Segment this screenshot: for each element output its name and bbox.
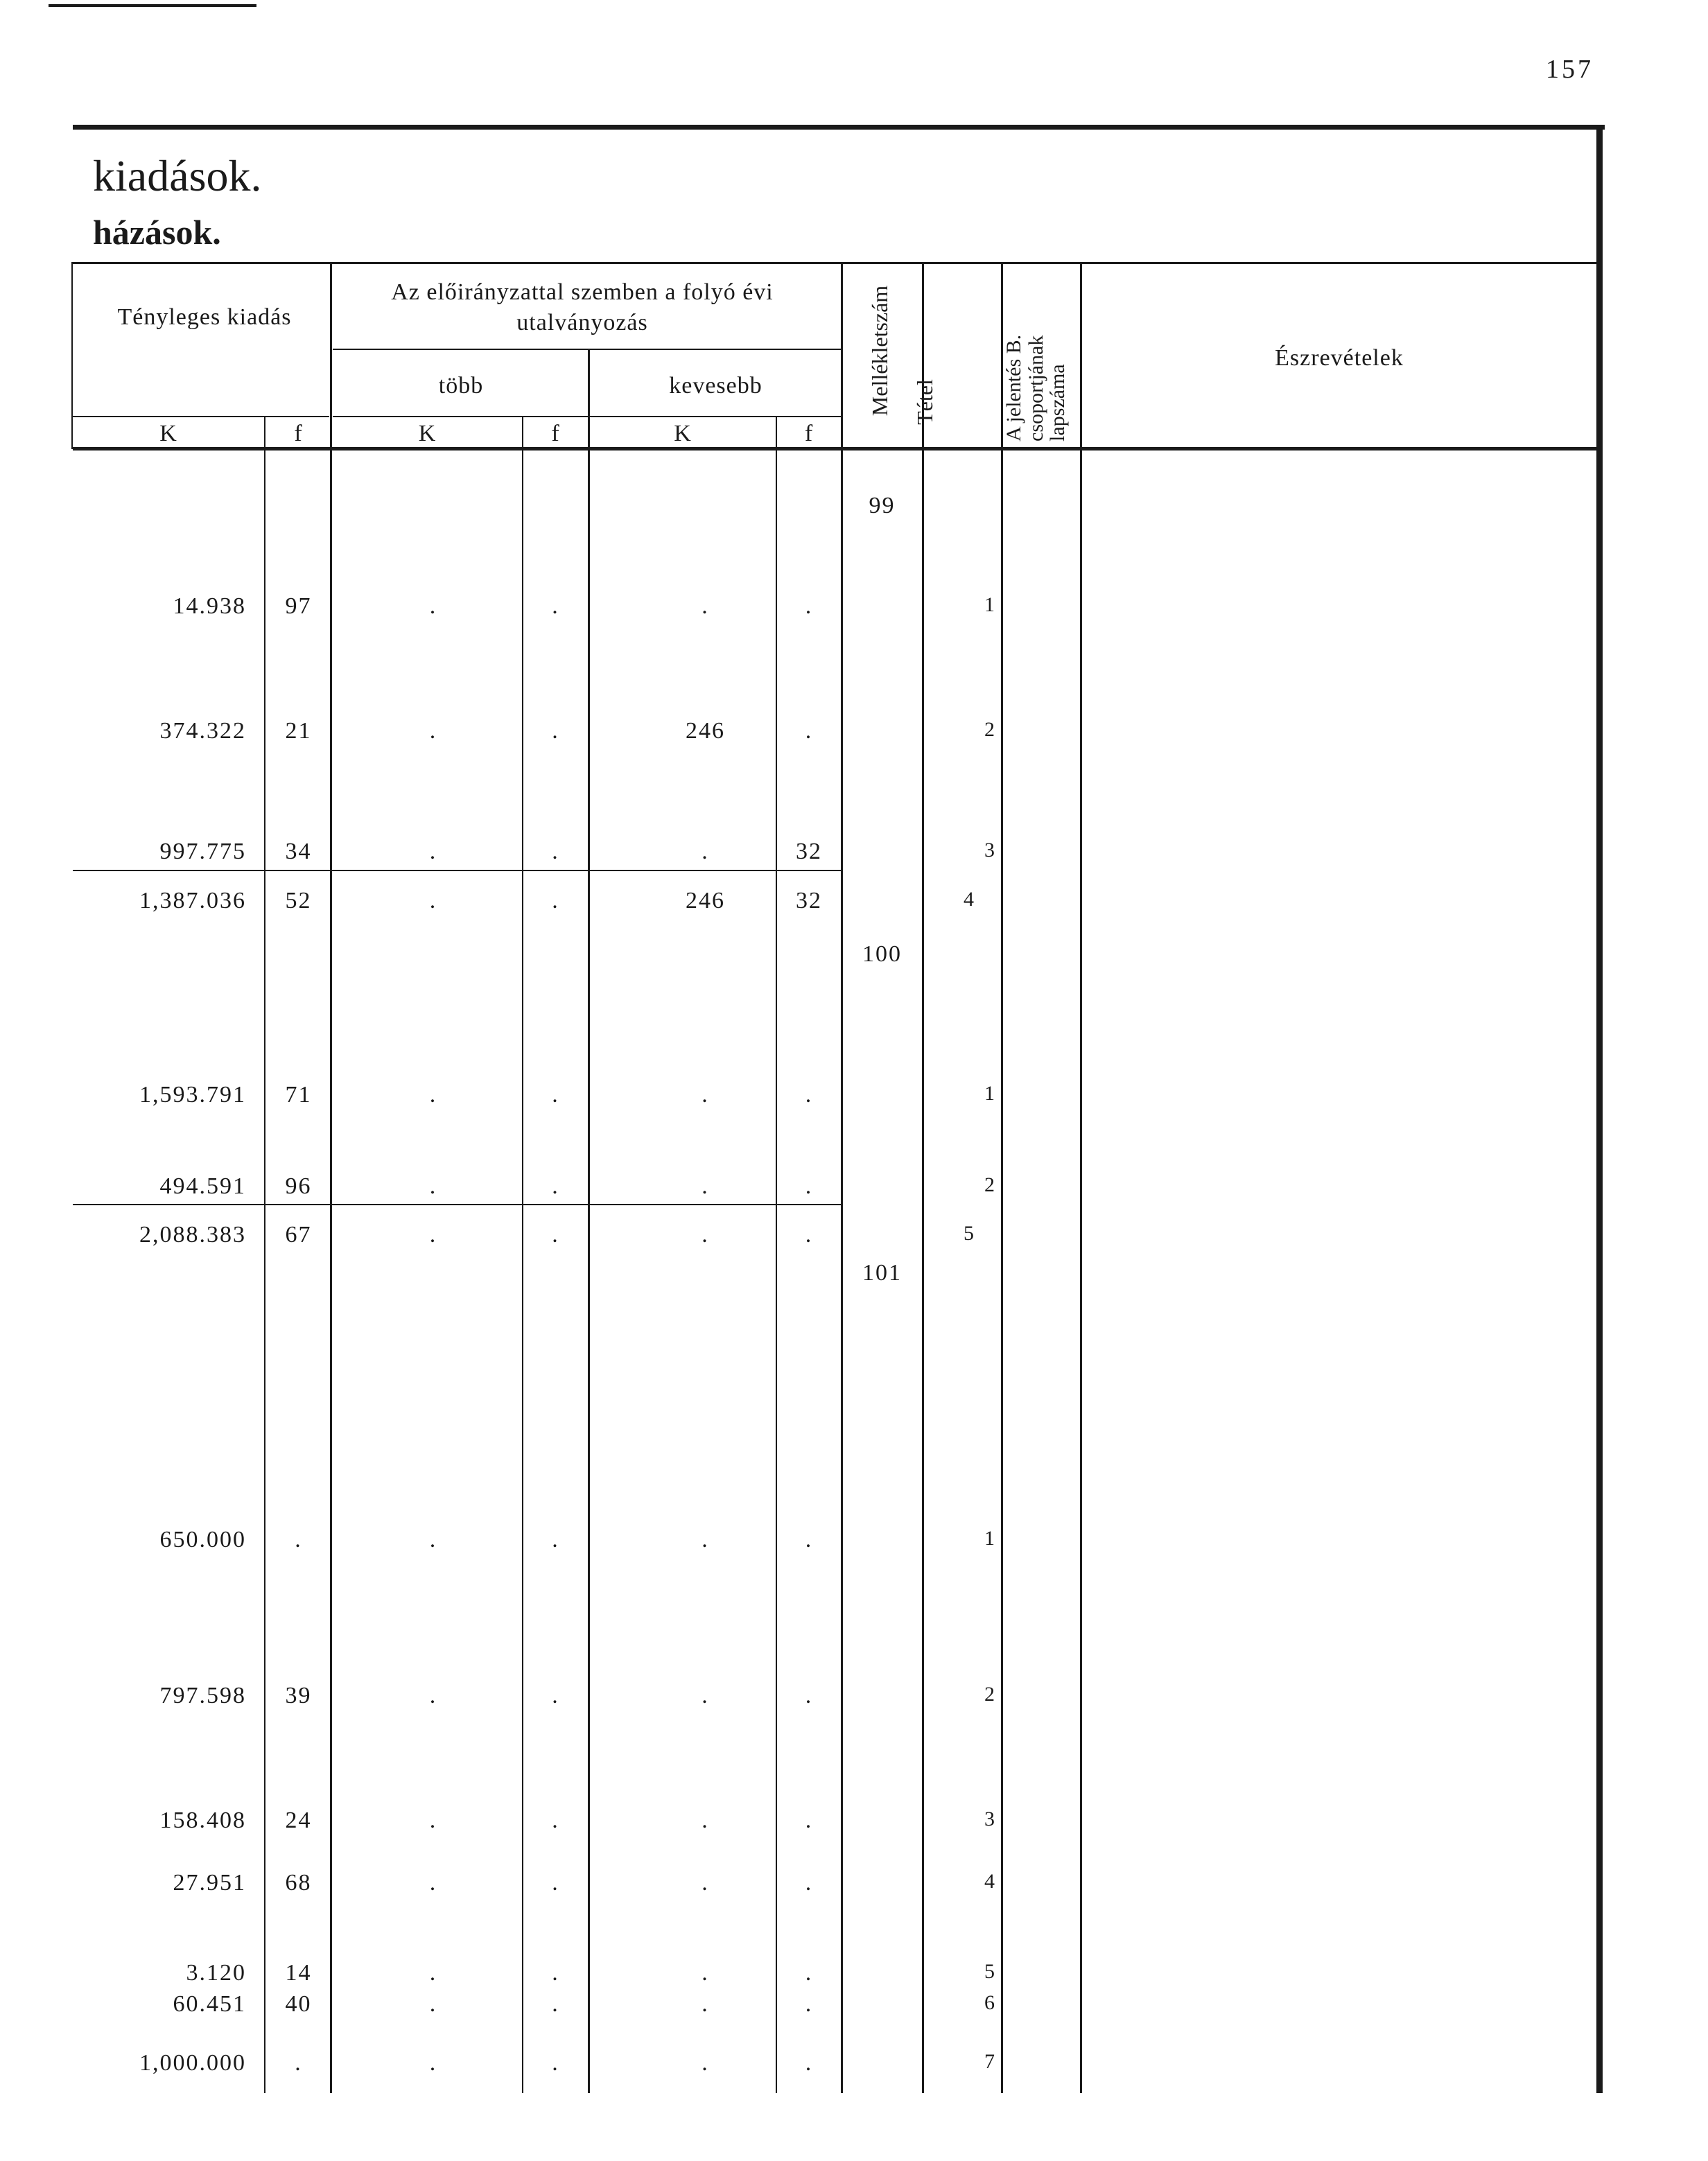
header-top-rule bbox=[73, 262, 1598, 264]
more-k-value: . bbox=[429, 2050, 437, 2076]
less-k-value: . bbox=[702, 1527, 709, 1552]
actual-k-value: 650.000 bbox=[159, 1527, 246, 1552]
more-k-value: . bbox=[429, 1222, 437, 1248]
more-f-value: . bbox=[552, 839, 559, 864]
actual-k-value: 1,387.036 bbox=[139, 888, 246, 913]
more-f-value: . bbox=[552, 1683, 559, 1708]
less-k-value: . bbox=[702, 1082, 709, 1108]
header-more: több bbox=[438, 373, 484, 399]
annex-number: 100 bbox=[862, 941, 902, 967]
header-sub-rule bbox=[333, 349, 841, 350]
col-line-6 bbox=[1080, 262, 1082, 2093]
page-subtitle: házások. bbox=[93, 213, 221, 252]
more-k-value: . bbox=[429, 1527, 437, 1552]
less-k-value: . bbox=[702, 1991, 709, 2017]
table-top-rule bbox=[73, 125, 1605, 130]
header-f-3: f bbox=[804, 421, 814, 446]
less-k-value: . bbox=[702, 1870, 709, 1896]
item-number: 1 bbox=[984, 593, 996, 616]
header-remarks: Észrevételek bbox=[1275, 345, 1404, 371]
more-f-value: . bbox=[552, 1991, 559, 2017]
item-number: 5 bbox=[964, 1222, 975, 1245]
actual-f-value: 52 bbox=[285, 888, 312, 913]
more-k-value: . bbox=[429, 1082, 437, 1108]
more-f-value: . bbox=[552, 1808, 559, 1833]
actual-f-value: 68 bbox=[285, 1870, 312, 1896]
actual-f-value: 96 bbox=[285, 1173, 312, 1199]
less-k-value: . bbox=[702, 593, 709, 619]
actual-k-value: 797.598 bbox=[159, 1683, 246, 1708]
less-f-value: . bbox=[805, 1683, 813, 1708]
less-f-value: . bbox=[805, 1870, 813, 1896]
actual-k-value: 60.451 bbox=[173, 1991, 246, 2017]
col-line-2 bbox=[588, 350, 590, 2093]
item-number: 2 bbox=[984, 1173, 996, 1196]
more-k-value: . bbox=[429, 1173, 437, 1199]
col-line-5 bbox=[1001, 262, 1003, 2093]
item-number: 7 bbox=[984, 2050, 996, 2073]
more-f-value: . bbox=[552, 2050, 559, 2076]
actual-k-value: 1,593.791 bbox=[139, 1082, 246, 1108]
less-k-value: . bbox=[702, 1960, 709, 1986]
less-f-value: . bbox=[805, 1991, 813, 2017]
actual-f-value: 40 bbox=[285, 1991, 312, 2017]
header-k-rule-2 bbox=[333, 416, 841, 417]
less-k-value: 246 bbox=[686, 888, 725, 913]
page-title: kiadások. bbox=[93, 151, 262, 200]
top-rule bbox=[49, 4, 256, 7]
actual-f-value: 21 bbox=[285, 718, 312, 744]
page-number: 157 bbox=[1546, 55, 1594, 84]
item-number: 4 bbox=[964, 888, 975, 911]
less-k-value: . bbox=[702, 1173, 709, 1199]
col-sep-f-2 bbox=[522, 416, 523, 2093]
less-f-value: . bbox=[805, 1222, 813, 1248]
more-k-value: . bbox=[429, 1683, 437, 1708]
less-f-value: . bbox=[805, 593, 813, 619]
less-k-value: 246 bbox=[686, 718, 725, 744]
header-actual-expense: Tényleges kiadás bbox=[117, 304, 292, 330]
table-right-border bbox=[1596, 125, 1603, 2093]
header-k-2: K bbox=[418, 421, 437, 446]
less-k-value: . bbox=[702, 2050, 709, 2076]
actual-f-value: 34 bbox=[285, 839, 312, 864]
actual-k-value: 1,000.000 bbox=[139, 2050, 246, 2076]
annex-number: 99 bbox=[869, 493, 896, 518]
actual-k-value: 158.408 bbox=[159, 1808, 246, 1833]
less-f-value: . bbox=[805, 2050, 813, 2076]
header-item: Tétel bbox=[912, 379, 937, 425]
item-number: 1 bbox=[984, 1082, 996, 1105]
more-k-value: . bbox=[429, 1870, 437, 1896]
less-k-value: . bbox=[702, 1222, 709, 1248]
more-k-value: . bbox=[429, 1960, 437, 1986]
subtotal-rule bbox=[73, 870, 842, 871]
less-f-value: . bbox=[805, 1173, 813, 1199]
annex-number: 101 bbox=[862, 1260, 902, 1286]
more-f-value: . bbox=[552, 1870, 559, 1896]
item-number: 2 bbox=[984, 718, 996, 741]
more-k-value: . bbox=[429, 593, 437, 619]
item-number: 2 bbox=[984, 1683, 996, 1706]
actual-f-value: 14 bbox=[285, 1960, 312, 1986]
header-k-rule-1 bbox=[73, 416, 329, 417]
actual-k-value: 494.591 bbox=[159, 1173, 246, 1199]
more-f-value: . bbox=[552, 888, 559, 913]
item-number: 6 bbox=[984, 1991, 996, 2014]
actual-f-value: 97 bbox=[285, 593, 312, 619]
header-k-1: K bbox=[159, 421, 177, 446]
actual-f-value: 67 bbox=[285, 1222, 312, 1248]
actual-k-value: 3.120 bbox=[186, 1960, 246, 1986]
less-k-value: . bbox=[702, 839, 709, 864]
col-sep-f-1 bbox=[264, 416, 265, 2093]
item-number: 3 bbox=[984, 839, 996, 861]
header-report-reference: A jelentés B. csoportjának lapszáma bbox=[1002, 334, 1069, 441]
actual-k-value: 374.322 bbox=[159, 718, 246, 744]
actual-f-value: . bbox=[295, 2050, 302, 2076]
more-k-value: . bbox=[429, 1991, 437, 2017]
subtotal-rule bbox=[73, 1204, 842, 1205]
col-line-4 bbox=[922, 262, 924, 2093]
less-k-value: . bbox=[702, 1683, 709, 1708]
header-f-2: f bbox=[551, 421, 560, 446]
actual-k-value: 997.775 bbox=[159, 839, 246, 864]
header-annex-number: Mellékletszám bbox=[867, 285, 892, 417]
more-f-value: . bbox=[552, 718, 559, 744]
header-less: kevesebb bbox=[669, 373, 762, 399]
less-f-value: . bbox=[805, 1808, 813, 1833]
item-number: 5 bbox=[984, 1960, 996, 1983]
actual-k-value: 27.951 bbox=[173, 1870, 246, 1896]
less-f-value: 32 bbox=[796, 888, 822, 913]
more-f-value: . bbox=[552, 1173, 559, 1199]
more-k-value: . bbox=[429, 839, 437, 864]
header-vs-budget: Az előirányzattal szemben a folyó évi utalványozás bbox=[391, 279, 774, 336]
col-sep-f-3 bbox=[776, 416, 777, 2093]
more-f-value: . bbox=[552, 1222, 559, 1248]
more-k-value: . bbox=[429, 888, 437, 913]
actual-k-value: 2,088.383 bbox=[139, 1222, 246, 1248]
item-number: 3 bbox=[984, 1808, 996, 1830]
less-f-value: . bbox=[805, 1527, 813, 1552]
less-f-value: . bbox=[805, 1082, 813, 1108]
more-f-value: . bbox=[552, 1082, 559, 1108]
actual-f-value: 39 bbox=[285, 1683, 312, 1708]
less-f-value: . bbox=[805, 718, 813, 744]
less-f-value: 32 bbox=[796, 839, 822, 864]
actual-f-value: 24 bbox=[285, 1808, 312, 1833]
actual-k-value: 14.938 bbox=[173, 593, 246, 619]
item-number: 4 bbox=[984, 1870, 996, 1893]
less-f-value: . bbox=[805, 1960, 813, 1986]
col-line-3 bbox=[841, 262, 843, 2093]
more-f-value: . bbox=[552, 1527, 559, 1552]
more-k-value: . bbox=[429, 718, 437, 744]
less-k-value: . bbox=[702, 1808, 709, 1833]
header-k-3: K bbox=[674, 421, 692, 446]
actual-f-value: . bbox=[295, 1527, 302, 1552]
header-f-1: f bbox=[294, 421, 303, 446]
more-k-value: . bbox=[429, 1808, 437, 1833]
actual-f-value: 71 bbox=[285, 1082, 312, 1108]
item-number: 1 bbox=[984, 1527, 996, 1550]
more-f-value: . bbox=[552, 1960, 559, 1986]
more-f-value: . bbox=[552, 593, 559, 619]
